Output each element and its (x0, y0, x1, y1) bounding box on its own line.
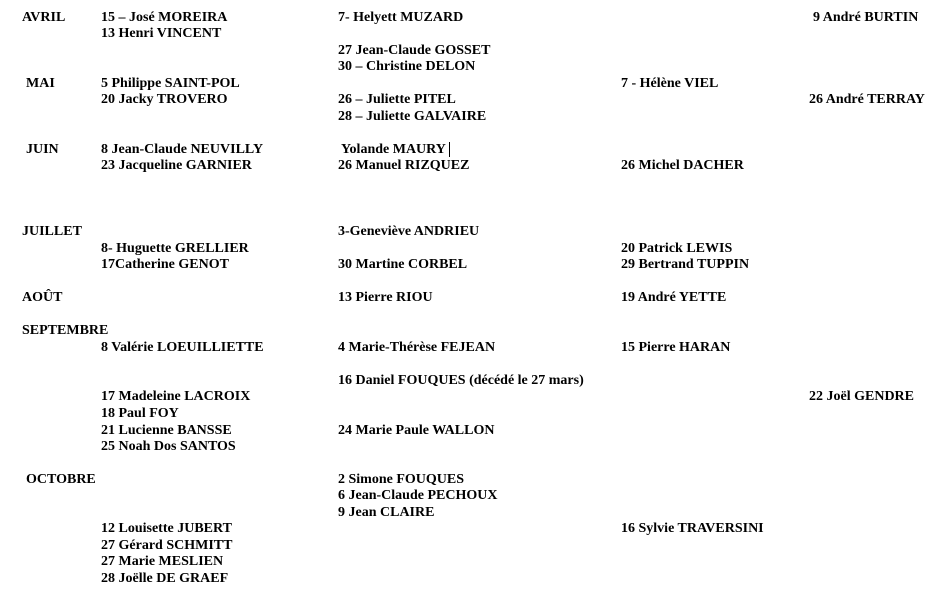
month-label-mai: MAI (26, 76, 55, 91)
birthday-entry: 28 Joëlle DE GRAEF (101, 571, 229, 586)
birthday-entry: 15 – José MOREIRA (101, 10, 228, 25)
month-label-septembre: SEPTEMBRE (22, 323, 109, 338)
birthday-entry: Yolande MAURY (341, 142, 446, 157)
text-cursor (449, 142, 450, 157)
birthday-entry: 23 Jacqueline GARNIER (101, 158, 252, 173)
birthday-entry: 20 Jacky TROVERO (101, 92, 228, 107)
birthday-entry: 16 Sylvie TRAVERSINI (621, 521, 764, 536)
birthday-entry: 13 Henri VINCENT (101, 26, 222, 41)
birthday-entry: 27 Gérard SCHMITT (101, 538, 233, 553)
birthday-entry: 19 André YETTE (621, 290, 727, 305)
birthday-entry: 8- Huguette GRELLIER (101, 241, 249, 256)
birthday-entry: 25 Noah Dos SANTOS (101, 439, 236, 454)
birthday-entry: 27 Marie MESLIEN (101, 554, 224, 569)
birthday-entry: 29 Bertrand TUPPIN (621, 257, 750, 272)
month-label-octobre: OCTOBRE (26, 472, 96, 487)
birthday-entry: 2 Simone FOUQUES (338, 472, 465, 487)
birthday-entry: 20 Patrick LEWIS (621, 241, 733, 256)
birthday-entry: 18 Paul FOY (101, 406, 179, 421)
birthday-entry: 30 – Christine DELON (338, 59, 476, 74)
birthday-entry: 26 André TERRAY (809, 92, 925, 107)
birthday-entry: 16 Daniel FOUQUES (décédé le 27 mars) (338, 373, 584, 388)
birthday-entry: 17Catherine GENOT (101, 257, 229, 272)
birthday-entry: 17 Madeleine LACROIX (101, 389, 251, 404)
birthday-entry: 9 Jean CLAIRE (338, 505, 435, 520)
month-label-juillet: JUILLET (22, 224, 82, 239)
birthday-entry: 5 Philippe SAINT-POL (101, 76, 240, 91)
month-label-juin: JUIN (26, 142, 59, 157)
birthday-entry: 15 Pierre HARAN (621, 340, 731, 355)
birthday-entry: 4 Marie-Thérèse FEJEAN (338, 340, 496, 355)
birthday-entry: 6 Jean-Claude PECHOUX (338, 488, 498, 503)
birthday-entry: 8 Valérie LOEUILLIETTE (101, 340, 264, 355)
birthday-entry: 3-Geneviève ANDRIEU (338, 224, 480, 239)
birthday-entry: 7 - Hélène VIEL (621, 76, 719, 91)
birthday-entry: 7- Helyett MUZARD (338, 10, 464, 25)
birthday-entry: 21 Lucienne BANSSE (101, 423, 232, 438)
birthday-entry: 22 Joël GENDRE (809, 389, 914, 404)
month-label-aout: AOÛT (22, 290, 63, 305)
birthday-entry: 30 Martine CORBEL (338, 257, 468, 272)
birthday-entry: 13 Pierre RIOU (338, 290, 433, 305)
birthday-entry: 26 Manuel RIZQUEZ (338, 158, 470, 173)
month-label-avril: AVRIL (22, 10, 66, 25)
birthday-entry: 12 Louisette JUBERT (101, 521, 232, 536)
birthday-entry: 28 – Juliette GALVAIRE (338, 109, 487, 124)
birthday-entry: 27 Jean-Claude GOSSET (338, 43, 491, 58)
birthday-entry: 26 Michel DACHER (621, 158, 744, 173)
birthday-entry: 9 André BURTIN (813, 10, 919, 25)
birthday-entry: 26 – Juliette PITEL (338, 92, 456, 107)
birthday-entry: 8 Jean-Claude NEUVILLY (101, 142, 264, 157)
birthday-entry: 24 Marie Paule WALLON (338, 423, 495, 438)
